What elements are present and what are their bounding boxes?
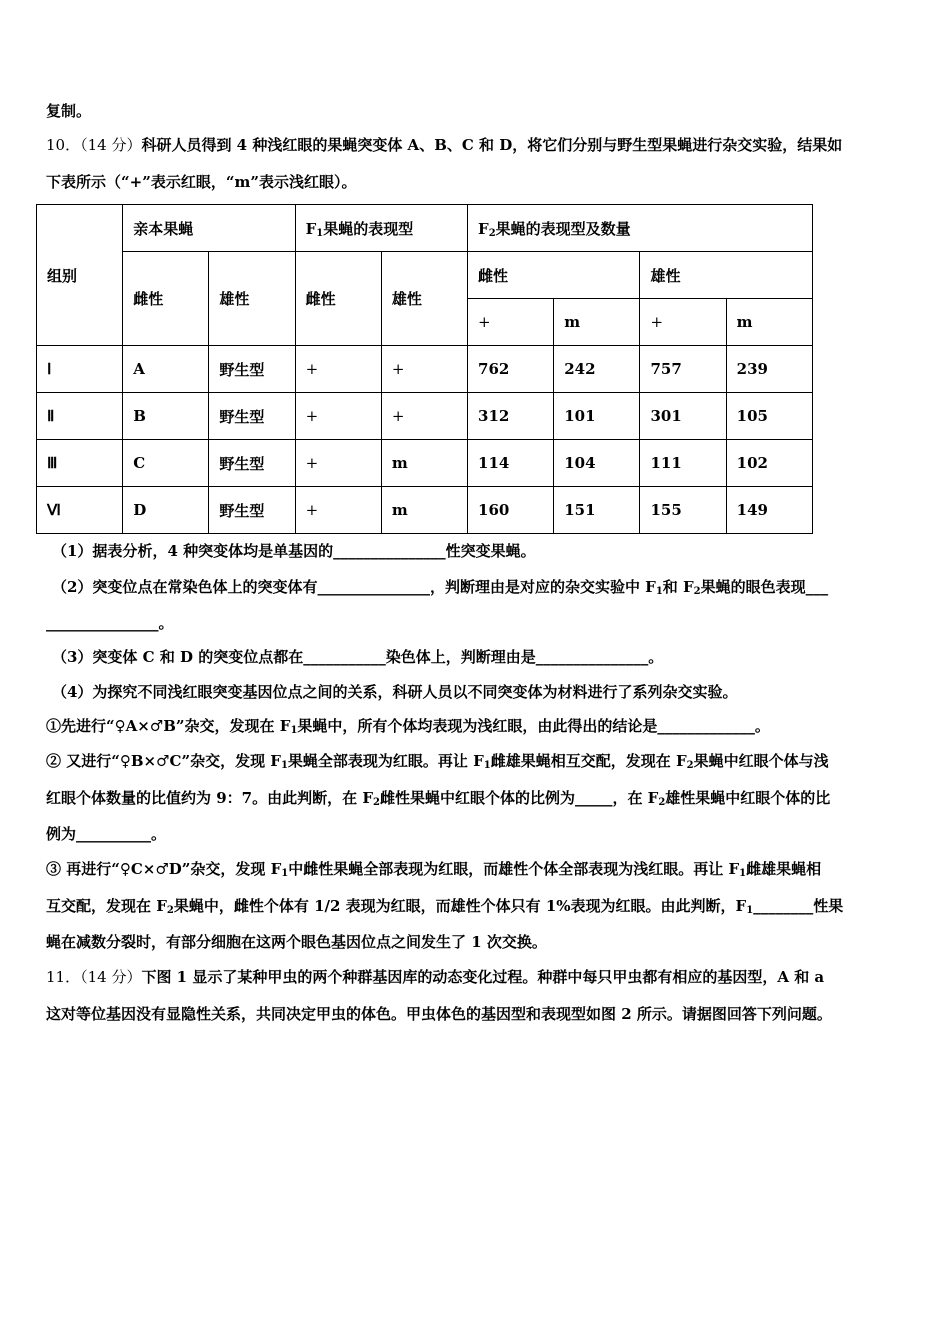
cell-male: 野生型: [209, 440, 295, 487]
header-f1: $F_1$果蝇的表现型: [295, 205, 467, 252]
question-text: 科研人员得到 4 种浅红眼的果蝇突变体 A、B、C 和 D，将它们分别与野生型果蝇进行杂交实验，结果如: [141, 136, 843, 154]
header-f1-male: 雄性: [381, 252, 467, 346]
question-score: （14 分）: [80, 968, 142, 986]
cell-female: D: [123, 487, 209, 534]
cell-male: 野生型: [209, 346, 295, 393]
header-f2-male-plus: +: [640, 299, 726, 346]
part-2: ② 又进行“♀B×♂C”杂交，发现 $F_1$果蝇全部表现为红眼。再让 $F_1$雌雄果蝇相互交配，发现在 $F_2$果蝇中红眼个体与浅: [46, 752, 829, 771]
cell-male: 野生型: [209, 487, 295, 534]
cell-f2-female-m: 242: [554, 346, 640, 393]
header-f2-male: 雄性: [640, 252, 813, 299]
cell-f2-male-plus: 155: [640, 487, 726, 534]
cell-group: Ⅲ: [37, 440, 123, 487]
cell-f2-female-m: 101: [554, 393, 640, 440]
cell-group: Ⅰ: [37, 346, 123, 393]
cell-f2-male-m: 105: [726, 393, 812, 440]
question-10-intro: [46, 135, 842, 155]
cell-f2-female-m: 151: [554, 487, 640, 534]
cell-f2-female-m: 104: [554, 440, 640, 487]
continued-text: 复制。: [46, 102, 92, 120]
question-11-intro: 11．（14 分）下图 1 显示了某种甲虫的两个种群基因库的动态变化过程。种群中每只甲虫都有相应的基因型，A 和 a: [46, 968, 825, 986]
cell-female: B: [123, 393, 209, 440]
cell-f2-female-plus: 312: [468, 393, 554, 440]
cell-f2-male-plus: 757: [640, 346, 726, 393]
header-parent-female: 雌性: [123, 252, 209, 346]
sub-question-1: （1）据表分析，4 种突变体均是单基因的_______________性突变果蝇。: [52, 542, 536, 560]
header-f2-female-plus: +: [468, 299, 554, 346]
sub-question-4: （4）为探究不同浅红眼突变基因位点之间的关系，科研人员以不同突变体为材料进行了系列杂交实验。: [52, 683, 738, 701]
part-1: ①先进行“♀A×♂B”杂交，发现在 $F_1$果蝇中，所有个体均表现为浅红眼，由此得出的结论是_____________。: [46, 717, 770, 736]
header-f2-male-m: m: [726, 299, 812, 346]
sub-question-2-cont: _______________。: [46, 614, 174, 632]
question-10-intro-cont: 下表所示（“+”表示红眼，“m”表示浅红眼）。: [46, 173, 357, 191]
table-row: [37, 346, 813, 393]
part-3: ③ 再进行“♀C×♂D”杂交，发现 $F_1$中雌性果蝇全部表现为红眼，而雄性个体全部表现为浅红眼。再让 $F_1$雌雄果蝇相: [46, 860, 822, 879]
cell-f1-male: m: [381, 487, 467, 534]
cell-f2-female-plus: 114: [468, 440, 554, 487]
cell-f1-female: +: [295, 346, 381, 393]
cell-f2-male-m: 102: [726, 440, 812, 487]
cell-f2-female-plus: 160: [468, 487, 554, 534]
table-row: [37, 487, 813, 534]
cell-f2-male-plus: 111: [640, 440, 726, 487]
part-2-cont-2: 例为__________。: [46, 825, 167, 843]
sub-question-2: （2）突变位点在常染色体上的突变体有_______________，判断理由是对应的杂交实验中 $F_1$和 $F_2$果蝇的眼色表现___: [52, 578, 829, 597]
question-number: 11．: [46, 968, 81, 986]
cell-female: A: [123, 346, 209, 393]
question-number: 10．: [46, 136, 81, 154]
cell-f1-female: +: [295, 393, 381, 440]
cell-f2-male-m: 239: [726, 346, 812, 393]
sub-question-3: （3）突变体 C 和 D 的突变位点都在___________染色体上，判断理由是_______________。: [52, 648, 664, 666]
header-group: 组别: [37, 205, 123, 346]
header-f1-female: 雌性: [295, 252, 381, 346]
cell-female: C: [123, 440, 209, 487]
cell-male: 野生型: [209, 393, 295, 440]
cell-f1-female: +: [295, 487, 381, 534]
question-11-intro-cont: 这对等位基因没有显隐性关系，共同决定甲虫的体色。甲虫体色的基因型和表现型如图 2 所示。请据图回答下列问题。: [46, 1005, 832, 1023]
cell-f2-male-plus: 301: [640, 393, 726, 440]
part-3-cont-2: 蝇在减数分裂时，有部分细胞在这两个眼色基因位点之间发生了 1 次交换。: [46, 933, 547, 951]
experiment-table: [36, 204, 813, 534]
cell-f1-male: +: [381, 346, 467, 393]
table-row: [37, 440, 813, 487]
table-row: [37, 393, 813, 440]
cell-group: Ⅱ: [37, 393, 123, 440]
part-3-cont: 互交配，发现在 $F_2$果蝇中，雌性个体有 1/2 表现为红眼，而雄性个体只有 1%表现为红眼。由此判断，$F_1\_\_\_\_\_\_\_\_$性果: [46, 897, 844, 916]
header-parent-male: 雄性: [209, 252, 295, 346]
header-f2-female: 雌性: [468, 252, 640, 299]
header-f2: $F_2$果蝇的表现型及数量: [468, 205, 813, 252]
cell-f2-male-m: 149: [726, 487, 812, 534]
part-2-cont: 红眼个体数量的比值约为 9：7。由此判断，在 $F_2$雌性果蝇中红眼个体的比例为_____，在 $F_2$雄性果蝇中红眼个体的比: [46, 789, 831, 808]
header-f2-female-m: m: [554, 299, 640, 346]
header-parents: 亲本果蝇: [123, 205, 295, 252]
cell-f1-male: m: [381, 440, 467, 487]
cell-f1-male: +: [381, 393, 467, 440]
question-score: （14 分）: [80, 136, 142, 154]
cell-f1-female: +: [295, 440, 381, 487]
cell-f2-female-plus: 762: [468, 346, 554, 393]
cell-group: Ⅵ: [37, 487, 123, 534]
